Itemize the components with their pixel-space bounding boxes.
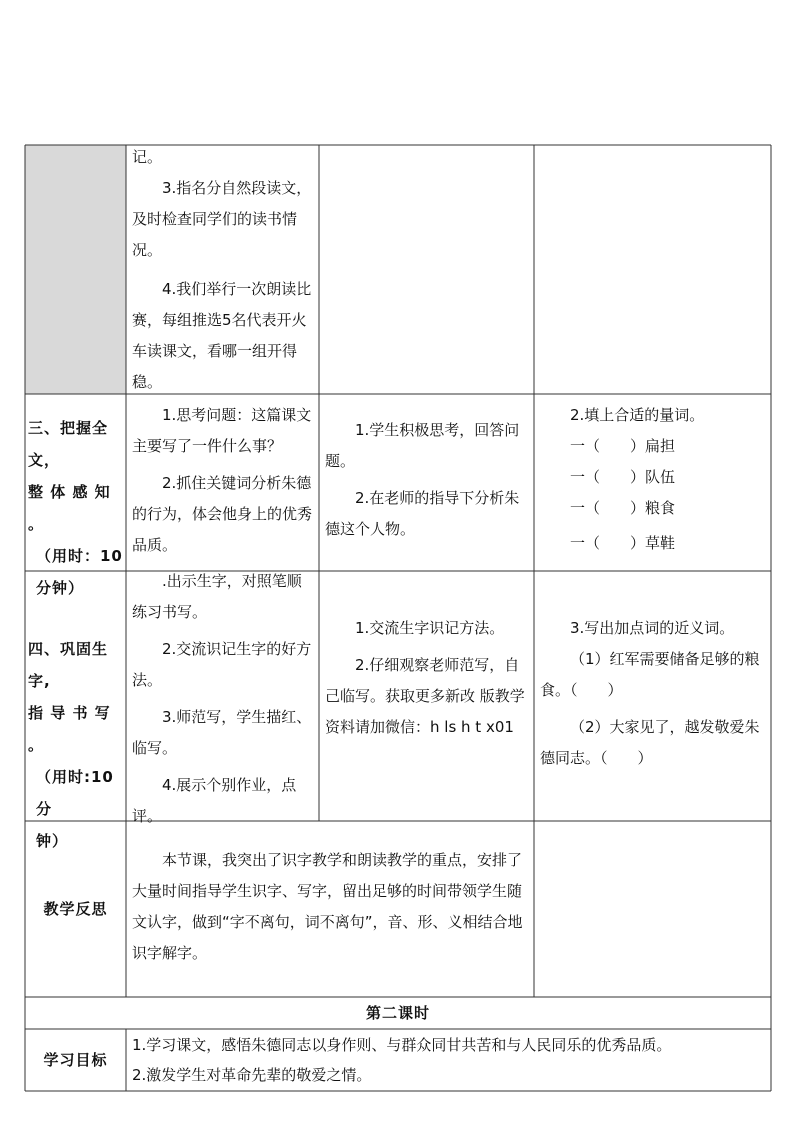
row2-exercise-line-2: 一（ ）队伍 (570, 468, 676, 486)
row3-stage-label (28, 633, 124, 857)
row2-exercise-line-3: 一（ ）粮食 (570, 499, 676, 517)
goal-item-0: 1.学习课文，感悟朱德同志以身作则、与群众同甘共苦和与人民同乐的优秀品质。 (132, 1036, 672, 1054)
row3-teacher-line-0: .出示生字，对照笔顺练习书写。 (132, 572, 302, 621)
row3-stage-line-3: 钟） (36, 832, 69, 850)
row3-teacher-line-3: 4.展示个别作业，点评。 (132, 776, 297, 825)
row3-stage-line-0: 四、巩固生字, (28, 640, 109, 690)
row3-student-line-0: 1.交流生字识记方法。 (355, 619, 505, 637)
reflection-text-cell (132, 845, 528, 969)
row3-exercise-line-1: （1）红军需要储备足够的粮食。（ ） (540, 650, 760, 699)
row3-student-line-1: 2.仔细观察老师范写，自己临写。获取更多新改 版教学资料请加微信：h ls h t x01 (325, 656, 525, 736)
row2-stage-line-0: 三、把握全文， (28, 419, 109, 469)
goal-label: 学习目标 (43, 1051, 108, 1069)
row2-stage-label (28, 412, 124, 604)
row3-student-activities (325, 613, 529, 743)
row2-teacher-activities (132, 400, 314, 561)
row3-teacher-activities (132, 566, 314, 832)
row3-stage-line-1: 指 导 书 写 。 (28, 704, 111, 754)
row2-exercise-line-1: 一（ ）扁担 (570, 437, 676, 455)
row2-exercise (540, 400, 766, 559)
row2-exercise-line-0: 2.填上合适的量词。 (570, 406, 705, 424)
row2-teacher-line-1: 2.抓住关键词分析朱德的行为，体会他身上的优秀品质。 (132, 474, 313, 554)
row2-student-activities (325, 415, 529, 545)
row2-stage-line-3: 分钟） (36, 579, 85, 597)
row1-line-0: 记。 (132, 148, 163, 166)
row2-exercise-line-4: 一（ ）草鞋 (570, 534, 676, 552)
row3-teacher-line-2: 3.师范写，学生描红、临写。 (132, 708, 312, 757)
row2-student-line-1: 2.在老师的指导下分析朱德这个人物。 (325, 489, 520, 538)
row3-teacher-line-1: 2.交流识记生字的好方法。 (132, 640, 312, 689)
row2-student-line-0: 1.学生积极思考，回答问题。 (325, 421, 520, 470)
row3-stage-line-2: （用时:10分 (36, 768, 114, 818)
reflection-label: 教学反思 (43, 900, 108, 918)
row2-stage-line-2: （用时：10 (36, 547, 123, 565)
row3-exercise-line-0: 3.写出加点词的近义词。 (570, 619, 735, 637)
goal-list (132, 1030, 768, 1090)
second-lesson-title: 第二课时 (365, 1004, 430, 1022)
row3-exercise-line-2: （2）大家见了，越发敬爱朱德同志。（ ） (540, 718, 760, 767)
row1-line-1: 3.指名分自然段读文，及时检查同学们的读书情况。 (132, 179, 312, 259)
goal-item-1: 2.激发学生对革命先辈的敬爱之情。 (132, 1066, 372, 1084)
row1-line-2: 4.我们举行一次朗读比赛，每组推选5名代表开火车读课文，看哪一组开得稳。 (132, 280, 312, 391)
reflection-text: 本节课，我突出了识字教学和朗读教学的重点，安排了大量时间指导学生识字、写字，留出足够的时间带领学生随文认字，做到“字不离句，词不离句”，音、形、义相结合地识字解字。 (132, 851, 523, 962)
row2-stage-line-1: 整 体 感 知 。 (28, 483, 111, 533)
row3-exercise (540, 613, 766, 774)
row1-teacher-activities (132, 142, 314, 398)
row2-teacher-line-0: 1.思考问题：这篇课文主要写了一件什么事？ (132, 406, 312, 455)
